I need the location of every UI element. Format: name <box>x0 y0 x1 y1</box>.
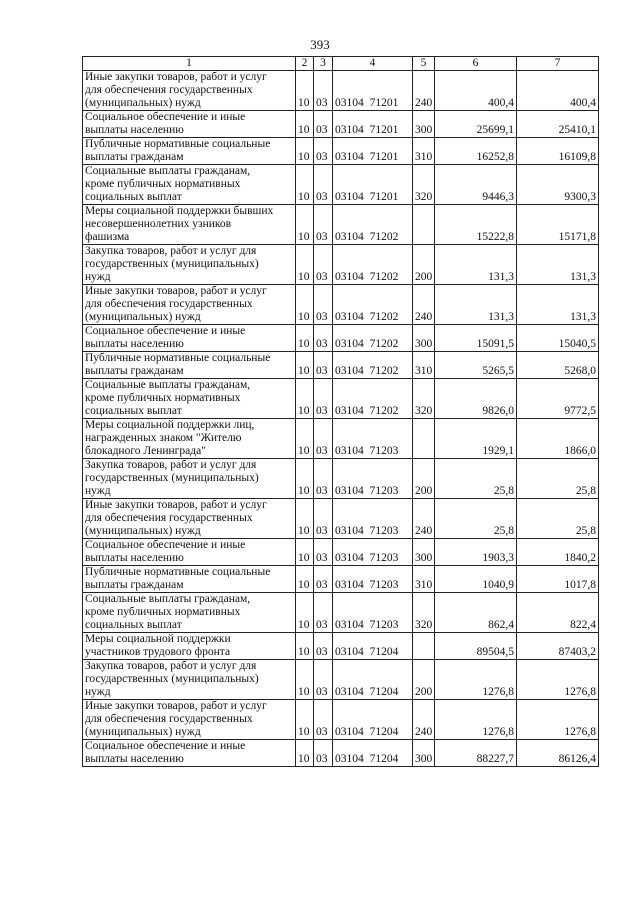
amount-year2-cell: 1276,8 <box>517 700 599 740</box>
table-row <box>83 71 599 111</box>
expense-type-cell: 310 <box>413 352 435 379</box>
amount-year1-cell: 1040,9 <box>435 566 517 593</box>
expense-name-cell <box>83 138 296 165</box>
target-article-cell: 03104 71202 <box>333 325 413 352</box>
amount-year1-cell: 9446,3 <box>435 165 517 205</box>
expense-name-cell <box>83 419 296 459</box>
target-article-cell: 03104 71202 <box>333 379 413 419</box>
expense-name-line: Иные закупки товаров, работ и услуг <box>85 499 267 511</box>
target-article-cell: 03104 71203 <box>333 593 413 633</box>
amount-year2-cell: 9300,3 <box>517 165 599 205</box>
table-row <box>83 459 599 499</box>
target-article-cell: 03104 71203 <box>333 499 413 539</box>
expense-name-cell <box>83 379 296 419</box>
expense-name-line: Социальное обеспечение и иные <box>85 740 246 752</box>
expense-name-line: (муниципальных) нужд <box>85 525 201 537</box>
amount-year1-cell: 15222,8 <box>435 205 517 245</box>
expense-name-line: выплаты населению <box>85 753 184 765</box>
expense-name-line: выплаты населению <box>85 124 184 136</box>
expense-name-line: выплаты населению <box>85 552 184 564</box>
expense-name-line: Закупка товаров, работ и услуг для <box>85 245 257 257</box>
amount-year2-cell: 822,4 <box>517 593 599 633</box>
subsection-code-cell: 03 <box>314 165 333 205</box>
column-header: 4 <box>333 57 413 71</box>
expense-name-line: Закупка товаров, работ и услуг для <box>85 660 257 672</box>
expense-type-cell: 300 <box>413 740 435 767</box>
expense-name-line: блокадного Ленинграда" <box>85 445 206 457</box>
expense-type-cell: 240 <box>413 71 435 111</box>
expense-name-line: кроме публичных нормативных <box>85 178 241 190</box>
expense-name-cell <box>83 633 296 660</box>
section-code-cell: 10 <box>296 352 314 379</box>
expense-name-line: (муниципальных) нужд <box>85 726 201 738</box>
table-row <box>83 419 599 459</box>
target-article-cell: 03104 71201 <box>333 138 413 165</box>
expense-name-line: Меры социальной поддержки лиц, <box>85 419 255 431</box>
amount-year2-cell: 25410,1 <box>517 111 599 138</box>
expense-name-line: Социальные выплаты гражданам, <box>85 165 251 177</box>
expense-name-cell <box>83 499 296 539</box>
subsection-code-cell: 03 <box>314 660 333 700</box>
expense-type-cell: 200 <box>413 660 435 700</box>
expense-name-line: Публичные нормативные социальные <box>85 566 271 578</box>
expense-name-line: для обеспечения государственных <box>85 298 253 310</box>
expense-type-cell: 240 <box>413 285 435 325</box>
expense-name-line: Иные закупки товаров, работ и услуг <box>85 700 267 712</box>
section-code-cell: 10 <box>296 740 314 767</box>
amount-year1-cell: 1903,3 <box>435 539 517 566</box>
section-code-cell: 10 <box>296 379 314 419</box>
table-row <box>83 138 599 165</box>
target-article-cell: 03104 71204 <box>333 700 413 740</box>
expense-type-cell: 300 <box>413 111 435 138</box>
section-code-cell: 10 <box>296 245 314 285</box>
expense-name-line: Социальное обеспечение и иные <box>85 111 246 123</box>
subsection-code-cell: 03 <box>314 419 333 459</box>
amount-year2-cell: 1276,8 <box>517 660 599 700</box>
section-code-cell: 10 <box>296 633 314 660</box>
amount-year1-cell: 131,3 <box>435 245 517 285</box>
expense-name-line: Иные закупки товаров, работ и услуг <box>85 71 267 83</box>
section-code-cell: 10 <box>296 700 314 740</box>
amount-year1-cell: 131,3 <box>435 285 517 325</box>
column-header: 2 <box>296 57 314 71</box>
section-code-cell: 10 <box>296 539 314 566</box>
expense-type-cell: 310 <box>413 566 435 593</box>
amount-year1-cell: 1276,8 <box>435 700 517 740</box>
table-row <box>83 205 599 245</box>
expense-name-line: государственных (муниципальных) <box>85 673 259 685</box>
table-row <box>83 593 599 633</box>
table-row <box>83 285 599 325</box>
column-header: 7 <box>517 57 599 71</box>
amount-year2-cell: 25,8 <box>517 499 599 539</box>
subsection-code-cell: 03 <box>314 539 333 566</box>
expense-name-line: Меры социальной поддержки <box>85 633 231 645</box>
expense-name-line: выплаты гражданам <box>85 579 184 591</box>
section-code-cell: 10 <box>296 111 314 138</box>
expense-name-line: Социальные выплаты гражданам, <box>85 593 251 605</box>
expense-name-line: нужд <box>85 271 111 283</box>
column-header: 6 <box>435 57 517 71</box>
section-code-cell: 10 <box>296 419 314 459</box>
target-article-cell: 03104 71203 <box>333 419 413 459</box>
subsection-code-cell: 03 <box>314 740 333 767</box>
amount-year2-cell: 1840,2 <box>517 539 599 566</box>
amount-year2-cell: 1866,0 <box>517 419 599 459</box>
expense-name-line: государственных (муниципальных) <box>85 258 259 270</box>
expense-type-cell: 240 <box>413 700 435 740</box>
section-code-cell: 10 <box>296 138 314 165</box>
target-article-cell: 03104 71202 <box>333 285 413 325</box>
section-code-cell: 10 <box>296 499 314 539</box>
section-code-cell: 10 <box>296 285 314 325</box>
column-header: 1 <box>83 57 296 71</box>
target-article-cell: 03104 71202 <box>333 352 413 379</box>
table-row <box>83 352 599 379</box>
table-row <box>83 539 599 566</box>
expense-name-line: награжденных знаком "Жителю <box>85 432 242 444</box>
expense-name-line: фашизма <box>85 231 130 243</box>
amount-year2-cell: 1017,8 <box>517 566 599 593</box>
expense-name-cell <box>83 459 296 499</box>
column-header: 5 <box>413 57 435 71</box>
expense-name-cell <box>83 566 296 593</box>
table-row <box>83 740 599 767</box>
amount-year1-cell: 88227,7 <box>435 740 517 767</box>
section-code-cell: 10 <box>296 165 314 205</box>
amount-year2-cell: 16109,8 <box>517 138 599 165</box>
expense-name-line: социальных выплат <box>85 191 182 203</box>
expense-type-cell: 310 <box>413 138 435 165</box>
subsection-code-cell: 03 <box>314 205 333 245</box>
section-code-cell: 10 <box>296 205 314 245</box>
subsection-code-cell: 03 <box>314 379 333 419</box>
amount-year2-cell: 86126,4 <box>517 740 599 767</box>
expense-name-line: выплаты гражданам <box>85 151 184 163</box>
expense-type-cell: 320 <box>413 593 435 633</box>
amount-year2-cell: 25,8 <box>517 459 599 499</box>
amount-year2-cell: 131,3 <box>517 245 599 285</box>
expense-name-cell <box>83 539 296 566</box>
expense-name-cell <box>83 245 296 285</box>
expense-name-line: Публичные нормативные социальные <box>85 138 271 150</box>
expense-name-line: кроме публичных нормативных <box>85 606 241 618</box>
target-article-cell: 03104 71203 <box>333 459 413 499</box>
expense-name-line: Социальные выплаты гражданам, <box>85 379 251 391</box>
subsection-code-cell: 03 <box>314 245 333 285</box>
table-body <box>83 71 599 767</box>
amount-year1-cell: 25,8 <box>435 499 517 539</box>
table-row <box>83 245 599 285</box>
amount-year1-cell: 5265,5 <box>435 352 517 379</box>
header-row <box>83 57 599 71</box>
expense-name-line: нужд <box>85 686 111 698</box>
expense-type-cell: 200 <box>413 245 435 285</box>
expense-name-line: кроме публичных нормативных <box>85 392 241 404</box>
section-code-cell: 10 <box>296 325 314 352</box>
expense-name-line: социальных выплат <box>85 405 182 417</box>
amount-year2-cell: 9772,5 <box>517 379 599 419</box>
amount-year1-cell: 9826,0 <box>435 379 517 419</box>
expense-name-cell <box>83 593 296 633</box>
expense-type-cell <box>413 633 435 660</box>
target-article-cell: 03104 71203 <box>333 539 413 566</box>
expense-name-line: социальных выплат <box>85 619 182 631</box>
target-article-cell: 03104 71202 <box>333 245 413 285</box>
budget-table <box>82 56 599 767</box>
expense-name-cell <box>83 111 296 138</box>
table-row <box>83 111 599 138</box>
target-article-cell: 03104 71201 <box>333 71 413 111</box>
section-code-cell: 10 <box>296 71 314 111</box>
subsection-code-cell: 03 <box>314 325 333 352</box>
expense-name-line: участников трудового фронта <box>85 646 231 658</box>
table-row <box>83 379 599 419</box>
expense-name-cell <box>83 660 296 700</box>
expense-type-cell: 320 <box>413 379 435 419</box>
expense-type-cell: 300 <box>413 539 435 566</box>
subsection-code-cell: 03 <box>314 593 333 633</box>
subsection-code-cell: 03 <box>314 111 333 138</box>
expense-name-cell <box>83 205 296 245</box>
amount-year1-cell: 16252,8 <box>435 138 517 165</box>
target-article-cell: 03104 71204 <box>333 633 413 660</box>
expense-name-line: Социальное обеспечение и иные <box>85 539 246 551</box>
expense-name-line: для обеспечения государственных <box>85 84 253 96</box>
amount-year2-cell: 400,4 <box>517 71 599 111</box>
expense-name-line: Социальное обеспечение и иные <box>85 325 246 337</box>
target-article-cell: 03104 71201 <box>333 165 413 205</box>
table-row <box>83 700 599 740</box>
section-code-cell: 10 <box>296 459 314 499</box>
expense-name-line: выплаты гражданам <box>85 365 184 377</box>
amount-year1-cell: 1276,8 <box>435 660 517 700</box>
target-article-cell: 03104 71201 <box>333 111 413 138</box>
target-article-cell: 03104 71203 <box>333 566 413 593</box>
expense-name-line: Публичные нормативные социальные <box>85 352 271 364</box>
amount-year1-cell: 25699,1 <box>435 111 517 138</box>
subsection-code-cell: 03 <box>314 700 333 740</box>
expense-name-line: Иные закупки товаров, работ и услуг <box>85 285 267 297</box>
expense-type-cell: 300 <box>413 325 435 352</box>
expense-name-line: (муниципальных) нужд <box>85 311 201 323</box>
expense-type-cell <box>413 205 435 245</box>
amount-year2-cell: 87403,2 <box>517 633 599 660</box>
expense-type-cell: 200 <box>413 459 435 499</box>
amount-year1-cell: 25,8 <box>435 459 517 499</box>
section-code-cell: 10 <box>296 566 314 593</box>
subsection-code-cell: 03 <box>314 499 333 539</box>
subsection-code-cell: 03 <box>314 138 333 165</box>
amount-year2-cell: 5268,0 <box>517 352 599 379</box>
expense-name-line: (муниципальных) нужд <box>85 97 201 109</box>
expense-type-cell: 240 <box>413 499 435 539</box>
expense-name-line: нужд <box>85 485 111 497</box>
expense-name-cell <box>83 700 296 740</box>
expense-name-cell <box>83 285 296 325</box>
expense-name-line: выплаты населению <box>85 338 184 350</box>
table-row <box>83 165 599 205</box>
amount-year1-cell: 15091,5 <box>435 325 517 352</box>
amount-year2-cell: 15040,5 <box>517 325 599 352</box>
expense-name-line: государственных (муниципальных) <box>85 472 259 484</box>
table-row <box>83 325 599 352</box>
table-row <box>83 566 599 593</box>
target-article-cell: 03104 71204 <box>333 740 413 767</box>
amount-year1-cell: 400,4 <box>435 71 517 111</box>
amount-year1-cell: 862,4 <box>435 593 517 633</box>
amount-year2-cell: 15171,8 <box>517 205 599 245</box>
amount-year2-cell: 131,3 <box>517 285 599 325</box>
expense-type-cell <box>413 419 435 459</box>
subsection-code-cell: 03 <box>314 285 333 325</box>
table-row <box>83 660 599 700</box>
section-code-cell: 10 <box>296 660 314 700</box>
expense-name-line: для обеспечения государственных <box>85 512 253 524</box>
expense-name-cell <box>83 352 296 379</box>
subsection-code-cell: 03 <box>314 71 333 111</box>
subsection-code-cell: 03 <box>314 566 333 593</box>
expense-name-cell <box>83 165 296 205</box>
column-header: 3 <box>314 57 333 71</box>
table-row <box>83 633 599 660</box>
expense-name-line: Закупка товаров, работ и услуг для <box>85 459 257 471</box>
expense-name-cell <box>83 325 296 352</box>
expense-name-line: для обеспечения государственных <box>85 713 253 725</box>
expense-name-cell <box>83 71 296 111</box>
amount-year1-cell: 89504,5 <box>435 633 517 660</box>
subsection-code-cell: 03 <box>314 459 333 499</box>
amount-year1-cell: 1929,1 <box>435 419 517 459</box>
target-article-cell: 03104 71202 <box>333 205 413 245</box>
expense-name-cell <box>83 740 296 767</box>
target-article-cell: 03104 71204 <box>333 660 413 700</box>
subsection-code-cell: 03 <box>314 352 333 379</box>
section-code-cell: 10 <box>296 593 314 633</box>
expense-name-line: Меры социальной поддержки бывших <box>85 205 274 217</box>
subsection-code-cell: 03 <box>314 633 333 660</box>
table-row <box>83 499 599 539</box>
expense-name-line: несовершеннолетних узников <box>85 218 232 230</box>
page-number: 393 <box>310 37 330 52</box>
expense-type-cell: 320 <box>413 165 435 205</box>
